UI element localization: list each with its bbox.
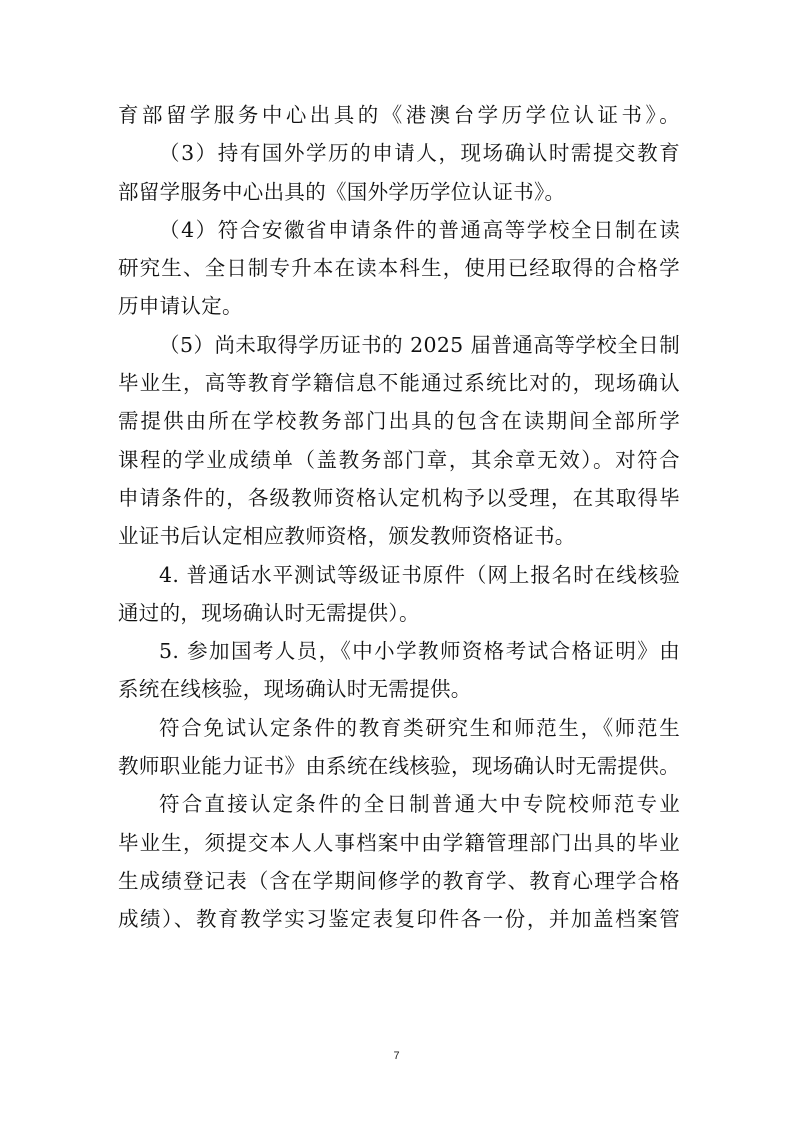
text-line: 成绩）、教育教学实习鉴定表复印件各一份，并加盖档案管 bbox=[118, 907, 680, 932]
body-text bbox=[118, 96, 680, 939]
text-line: 毕业生，高等教育学籍信息不能通过系统比对的，现场确认 bbox=[118, 371, 680, 396]
text-line: （3）持有国外学历的申请人，现场确认时需提交教育 bbox=[159, 141, 680, 166]
text-line: 4. 普通话水平测试等级证书原件（网上报名时在线核验 bbox=[159, 562, 680, 587]
text-line: 毕业生，须提交本人人事档案中由学籍管理部门出具的毕业 bbox=[118, 830, 680, 855]
text-line: 5. 参加国考人员，《中小学教师资格考试合格证明》由 bbox=[159, 639, 680, 664]
text-line: 业证书后认定相应教师资格，颁发教师资格证书。 bbox=[118, 524, 576, 549]
text-line: 生成绩登记表（含在学期间修学的教育学、教育心理学合格 bbox=[118, 868, 680, 893]
text-line: 研究生、全日制专升本在读本科生，使用已经取得的合格学 bbox=[118, 256, 680, 281]
text-line: 系统在线核验，现场确认时无需提供。 bbox=[118, 677, 472, 702]
text-line: 教师职业能力证书》由系统在线核验，现场确认时无需提供。 bbox=[118, 754, 680, 779]
text-line: 通过的，现场确认时无需提供）。 bbox=[118, 600, 420, 625]
text-line: （5）尚未取得学历证书的 2025 届普通高等学校全日制 bbox=[159, 332, 680, 357]
text-line: 符合直接认定条件的全日制普通大中专院校师范专业 bbox=[159, 792, 680, 817]
text-line: 需提供由所在学校教务部门出具的包含在读期间全部所学 bbox=[118, 409, 680, 434]
text-line: 部留学服务中心出具的《国外学历学位认证书》。 bbox=[118, 179, 566, 204]
text-line: （4）符合安徽省申请条件的普通高等学校全日制在读 bbox=[159, 217, 680, 242]
text-line: 符合免试认定条件的教育类研究生和师范生，《师范生 bbox=[159, 715, 680, 740]
text-line: 课程的学业成绩单（盖教务部门章，其余章无效）。对符合 bbox=[118, 447, 680, 472]
text-line: 育部留学服务中心出具的《港澳台学历学位认证书》。 bbox=[118, 103, 680, 127]
text-line: 历申请认定。 bbox=[118, 294, 243, 319]
page-number: 7 bbox=[393, 1050, 400, 1062]
text-line: 申请条件的，各级教师资格认定机构予以受理，在其取得毕 bbox=[118, 485, 680, 510]
